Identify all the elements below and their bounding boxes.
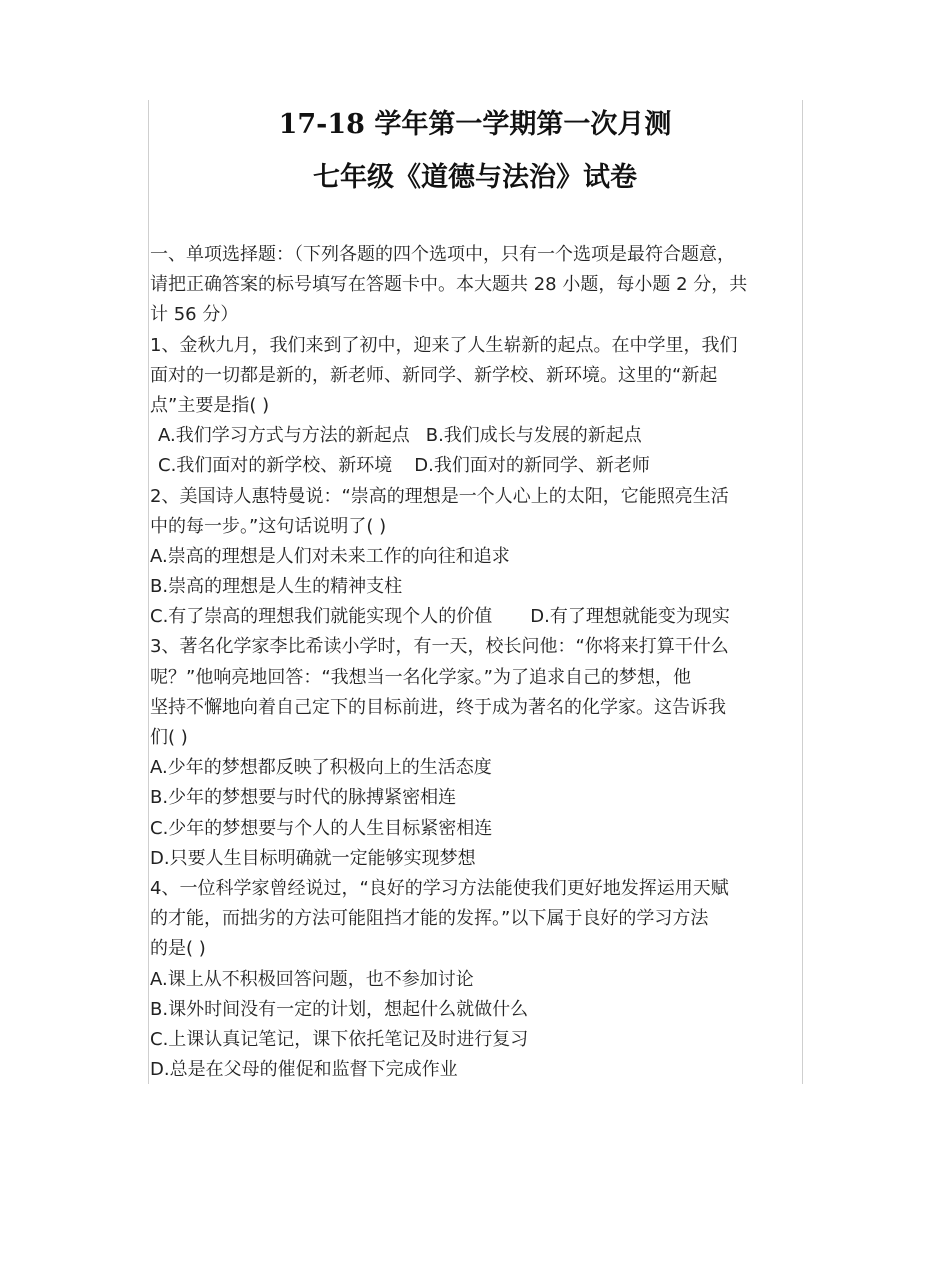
option-b: B.我们成长与发展的新起点 — [425, 425, 642, 447]
question-stem-line: 的是( ) — [150, 938, 206, 960]
exam-subtitle: 七年级《道德与法治》试卷 — [313, 162, 637, 193]
instruction-line: 请把正确答案的标号填写在答题卡中。本大题共 28 小题，每小题 2 分，共 — [150, 274, 748, 296]
question-stem-line: 1、金秋九月，我们来到了初中，迎来了人生崭新的起点。在中学里，我们 — [150, 334, 738, 356]
option-c: C.上课认真记笔记，课下依托笔记及时进行复习 — [150, 1028, 529, 1050]
exam-title: 17-18 学年第一学期第一次月测 — [278, 109, 672, 140]
option-b: B.崇高的理想是人生的精神支柱 — [150, 576, 403, 598]
option-d: D.只要人生目标明确就一定能够实现梦想 — [150, 847, 476, 869]
question-stem-line: 4、一位科学家曾经说过，“良好的学习方法能使我们更好地发挥运用天赋 — [150, 877, 729, 899]
question-stem-line: 3、著名化学家李比希读小学时，有一天，校长问他：“你将来打算干什么 — [150, 636, 729, 658]
left-margin-rule — [148, 100, 149, 1084]
question-stem-line: 坚持不懈地向着自己定下的目标前进，终于成为著名的化学家。这告诉我 — [150, 696, 726, 718]
question-4 — [150, 874, 800, 1085]
option-a: A.少年的梦想都反映了积极向上的生活态度 — [150, 757, 492, 779]
section-instructions — [150, 240, 800, 331]
option-d: D.总是在父母的催促和监督下完成作业 — [150, 1059, 458, 1081]
instruction-line: 计 56 分） — [150, 304, 239, 326]
option-d: D.我们面对的新同学、新老师 — [414, 455, 650, 477]
question-3 — [150, 632, 800, 874]
question-stem-line: 点”主要是指( ) — [150, 394, 270, 416]
question-1 — [150, 331, 800, 482]
options-row — [150, 421, 800, 451]
instruction-line: 一、单项选择题：（下列各题的四个选项中，只有一个选项是最符合题意， — [150, 244, 735, 265]
right-margin-rule — [802, 100, 803, 1084]
question-stem-line: 的才能，而拙劣的方法可能阻挡才能的发挥。”以下属于良好的学习方法 — [150, 908, 709, 930]
option-d: D.有了理想就能变为现实 — [530, 606, 730, 628]
option-b: B.少年的梦想要与时代的脉搏紧密相连 — [150, 787, 457, 809]
option-c: C.有了崇高的理想我们就能实现个人的价值 — [150, 606, 493, 628]
option-a: A.崇高的理想是人们对未来工作的向往和追求 — [150, 545, 510, 567]
options-row — [150, 451, 800, 481]
exam-body — [150, 240, 800, 1085]
option-a: A.我们学习方式与方法的新起点 — [158, 425, 410, 447]
option-b: B.课外时间没有一定的计划，想起什么就做什么 — [150, 998, 529, 1020]
options-row — [150, 602, 800, 632]
question-2 — [150, 482, 800, 633]
question-stem-line: 中的每一步。”这句话说明了( ) — [150, 515, 387, 537]
option-c: C.我们面对的新学校、新环境 — [158, 455, 393, 477]
option-c: C.少年的梦想要与个人的人生目标紧密相连 — [150, 817, 493, 839]
option-a: A.课上从不积极回答问题，也不参加讨论 — [150, 968, 474, 990]
question-stem-line: 面对的一切都是新的，新老师、新同学、新学校、新环境。这里的“新起 — [150, 364, 718, 386]
question-stem-line: 2、美国诗人惠特曼说：“崇高的理想是一个人心上的太阳，它能照亮生活 — [150, 485, 729, 507]
question-stem-line: 呢？”他响亮地回答：“我想当一名化学家。”为了追求自己的梦想，他 — [150, 666, 691, 688]
question-stem-line: 们( ) — [150, 727, 188, 748]
